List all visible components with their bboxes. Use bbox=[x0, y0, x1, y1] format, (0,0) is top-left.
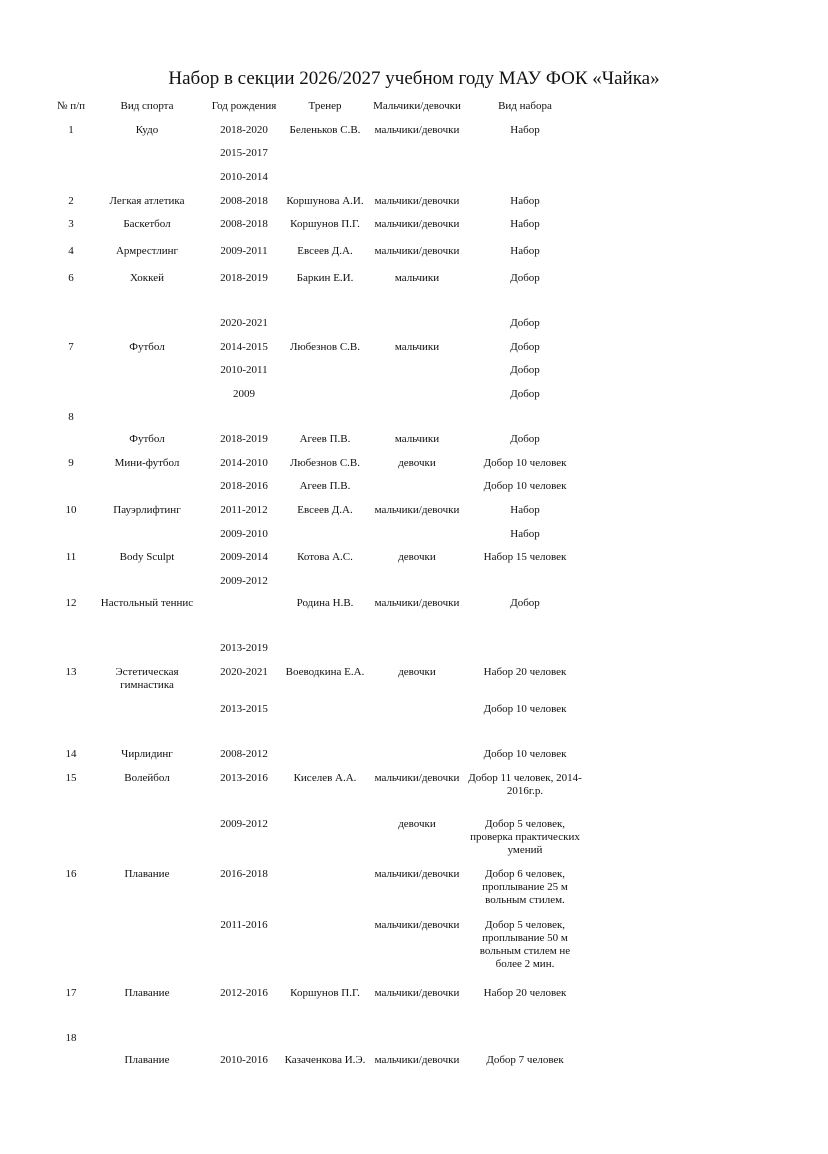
birth-years: 2016-2018 bbox=[220, 868, 268, 880]
sport-name: Кудо bbox=[135, 124, 159, 136]
coach-name: Любезнов С.В. bbox=[290, 341, 360, 353]
row-number: 1 bbox=[68, 124, 74, 136]
birth-years: 2015-2017 bbox=[220, 147, 268, 159]
recruitment-type: Набор bbox=[510, 504, 540, 516]
coach-name: Агеев П.В. bbox=[299, 433, 351, 445]
row-number: 2 bbox=[68, 195, 74, 207]
row-number: 10 bbox=[65, 504, 77, 516]
row-number: 12 bbox=[65, 597, 77, 609]
sport-name: Футбол bbox=[129, 341, 165, 353]
recruitment-type: Добор 10 человек bbox=[483, 703, 567, 715]
gender: мальчики bbox=[394, 272, 440, 284]
recruitment-type: Добор 7 человек bbox=[486, 1054, 564, 1066]
recruitment-type: Набор 15 человек bbox=[483, 551, 567, 563]
birth-years: 2008-2018 bbox=[220, 195, 268, 207]
birth-years: 2014-2010 bbox=[220, 457, 268, 469]
row-number: 13 bbox=[65, 666, 77, 678]
gender: девочки bbox=[398, 666, 436, 678]
sport-name: Легкая атлетика bbox=[109, 195, 185, 207]
recruitment-type: Добор bbox=[510, 597, 540, 609]
coach-name: Коршунова А.И. bbox=[286, 195, 364, 207]
recruitment-type: Набор 20 человек bbox=[483, 666, 567, 678]
coach-name: Киселев А.А. bbox=[293, 772, 357, 784]
birth-years: 2010-2011 bbox=[220, 364, 268, 376]
recruitment-type: Добор bbox=[510, 388, 540, 400]
coach-name: Любезнов С.В. bbox=[290, 457, 360, 469]
sport-name: Баскетбол bbox=[123, 218, 171, 230]
sport-name: Плавание bbox=[124, 868, 170, 880]
header-col-number: № п/п bbox=[56, 100, 86, 112]
sport-name: Чирлидинг bbox=[121, 748, 173, 760]
gender: мальчики bbox=[394, 433, 440, 445]
header-col-gender: Мальчики/девочки bbox=[373, 100, 461, 112]
gender: мальчики/девочки bbox=[374, 504, 460, 516]
birth-years: 2010-2014 bbox=[220, 171, 268, 183]
sport-name: Настольный теннис bbox=[100, 597, 194, 609]
sport-name: Плавание bbox=[124, 987, 170, 999]
row-number: 7 bbox=[68, 341, 74, 353]
gender: мальчики/девочки bbox=[374, 919, 460, 931]
gender: мальчики/девочки bbox=[374, 124, 460, 136]
recruitment-type: Добор bbox=[510, 272, 540, 284]
birth-years: 2009-2012 bbox=[220, 575, 268, 587]
recruitment-type: Добор 5 человек, проплывание 50 м вольным стилем не более 2 мин. bbox=[479, 919, 571, 970]
recruitment-type: Добор bbox=[510, 341, 540, 353]
sport-name: Мини-футбол bbox=[114, 457, 180, 469]
birth-years: 2013-2019 bbox=[220, 642, 268, 654]
birth-years: 2011-2016 bbox=[220, 919, 268, 931]
coach-name: Коршунов П.Г. bbox=[290, 218, 360, 230]
page-title: Набор в секции 2026/2027 учебном году МАУ ФОК «Чайка» bbox=[168, 68, 660, 89]
gender: мальчики/девочки bbox=[374, 218, 460, 230]
birth-years: 2009-2011 bbox=[220, 245, 268, 257]
recruitment-type: Добор bbox=[510, 364, 540, 376]
recruitment-type: Добор 5 человек, проверка практических умений bbox=[470, 818, 580, 856]
birth-years: 2008-2012 bbox=[220, 748, 268, 760]
row-number: 14 bbox=[65, 748, 77, 760]
birth-years: 2009-2012 bbox=[220, 818, 268, 830]
gender: мальчики/девочки bbox=[374, 868, 460, 880]
birth-years: 2012-2016 bbox=[220, 987, 268, 999]
recruitment-type: Добор bbox=[510, 317, 540, 329]
sport-name: Body Sculpt bbox=[119, 551, 175, 563]
header-col-coach: Тренер bbox=[308, 100, 342, 112]
recruitment-type: Набор bbox=[510, 528, 540, 540]
recruitment-type: Набор bbox=[510, 218, 540, 230]
birth-years: 2018-2019 bbox=[220, 272, 268, 284]
coach-name: Евсеев Д.А. bbox=[297, 245, 353, 257]
row-number: 6 bbox=[68, 272, 74, 284]
coach-name: Воеводкина Е.А. bbox=[285, 666, 365, 678]
recruitment-type: Добор 10 человек bbox=[483, 457, 567, 469]
coach-name: Агеев П.В. bbox=[299, 480, 351, 492]
gender: мальчики/девочки bbox=[374, 195, 460, 207]
sport-name: Армрестлинг bbox=[115, 245, 179, 257]
recruitment-type: Набор bbox=[510, 245, 540, 257]
gender: мальчики/девочки bbox=[374, 772, 460, 784]
header-col-recruitment-type: Вид набора bbox=[498, 100, 552, 112]
birth-years: 2020-2021 bbox=[220, 317, 268, 329]
recruitment-type: Набор bbox=[510, 195, 540, 207]
sport-name: Плавание bbox=[124, 1054, 170, 1066]
sport-name: Пауэрлифтинг bbox=[113, 504, 181, 516]
recruitment-type: Набор 20 человек bbox=[483, 987, 567, 999]
birth-years: 2020-2021 bbox=[220, 666, 268, 678]
gender: девочки bbox=[398, 551, 436, 563]
birth-years: 2018-2020 bbox=[220, 124, 268, 136]
sport-name: Эстетическая гимнастика bbox=[115, 666, 179, 691]
row-number: 3 bbox=[68, 218, 74, 230]
gender: мальчики/девочки bbox=[374, 245, 460, 257]
coach-name: Родина Н.В. bbox=[296, 597, 354, 609]
gender: мальчики/девочки bbox=[374, 1054, 460, 1066]
birth-years: 2013-2015 bbox=[220, 703, 268, 715]
gender: девочки bbox=[398, 457, 436, 469]
birth-years: 2018-2019 bbox=[220, 433, 268, 445]
sport-name: Волейбол bbox=[124, 772, 170, 784]
sport-name: Футбол bbox=[129, 433, 165, 445]
birth-years: 2013-2016 bbox=[220, 772, 268, 784]
row-number: 16 bbox=[65, 868, 77, 880]
coach-name: Коршунов П.Г. bbox=[290, 987, 360, 999]
recruitment-type: Добор 10 человек bbox=[483, 748, 567, 760]
gender: девочки bbox=[398, 818, 436, 830]
recruitment-type: Добор 10 человек bbox=[483, 480, 567, 492]
gender: мальчики/девочки bbox=[374, 597, 460, 609]
coach-name: Евсеев Д.А. bbox=[297, 504, 353, 516]
header-col-birth-year: Год рождения bbox=[211, 100, 277, 112]
row-number: 4 bbox=[68, 245, 74, 257]
birth-years: 2009-2010 bbox=[220, 528, 268, 540]
header-col-sport: Вид спорта bbox=[120, 100, 174, 112]
birth-years: 2009 bbox=[233, 388, 255, 400]
row-number: 15 bbox=[65, 772, 77, 784]
birth-years: 2008-2018 bbox=[220, 218, 268, 230]
row-number: 18 bbox=[65, 1032, 77, 1044]
birth-years: 2018-2016 bbox=[220, 480, 268, 492]
birth-years: 2009-2014 bbox=[220, 551, 268, 563]
recruitment-type: Набор bbox=[510, 124, 540, 136]
birth-years: 2014-2015 bbox=[220, 341, 268, 353]
birth-years: 2011-2012 bbox=[220, 504, 268, 516]
coach-name: Баркин Е.И. bbox=[296, 272, 354, 284]
row-number: 11 bbox=[65, 551, 77, 563]
row-number: 17 bbox=[65, 987, 77, 999]
gender: мальчики/девочки bbox=[374, 987, 460, 999]
row-number: 9 bbox=[68, 457, 74, 469]
recruitment-type: Добор 6 человек, проплывание 25 м вольным стилем. bbox=[482, 868, 568, 906]
coach-name: Казаченкова И.Э. bbox=[284, 1054, 366, 1066]
row-number: 8 bbox=[68, 411, 74, 423]
birth-years: 2010-2016 bbox=[220, 1054, 268, 1066]
recruitment-type: Добор bbox=[510, 433, 540, 445]
coach-name: Беленьков С.В. bbox=[289, 124, 361, 136]
sport-name: Хоккей bbox=[130, 272, 164, 284]
coach-name: Котова А.С. bbox=[297, 551, 353, 563]
gender: мальчики bbox=[394, 341, 440, 353]
recruitment-type: Добор 11 человек, 2014-2016г.р. bbox=[468, 772, 582, 797]
